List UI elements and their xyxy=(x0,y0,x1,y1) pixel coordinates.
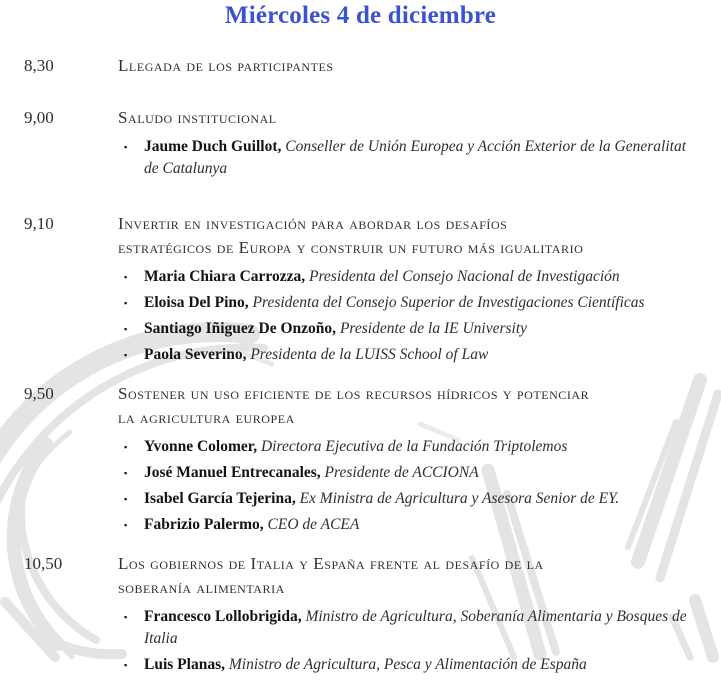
session-body xyxy=(118,212,703,370)
speaker-text xyxy=(144,606,703,650)
speaker-item xyxy=(118,344,703,366)
session-body xyxy=(118,382,703,540)
schedule xyxy=(24,54,713,692)
speaker-item xyxy=(118,654,703,676)
speaker-name: Isabel García Tejerina, xyxy=(144,490,296,507)
session-body xyxy=(118,552,703,680)
bullet-icon: ▪ xyxy=(124,442,128,452)
speaker-text xyxy=(144,462,703,484)
session-time: 9,50 xyxy=(24,384,54,403)
speaker-name: Luis Planas, xyxy=(144,656,225,673)
speaker-text xyxy=(144,292,703,314)
speaker-role: Presidente de ACCIONA xyxy=(320,464,479,481)
session-title: Los gobiernos de Italia y España frente al desafío de la soberanía alimentaria xyxy=(118,554,544,597)
bullet-icon: ▪ xyxy=(124,324,128,334)
session-time: 9,10 xyxy=(24,214,54,233)
speaker-name: Fabrizio Palermo, xyxy=(144,516,264,533)
speaker-name: Maria Chiara Carrozza, xyxy=(144,268,306,285)
session-body xyxy=(118,106,703,184)
speaker-role: Presidenta del Consejo Superior de Investigaciones Científicas xyxy=(248,294,645,311)
speaker-role: Ex Ministra de Agricultura y Asesora Senior de EY. xyxy=(295,490,620,507)
session-time: 8,30 xyxy=(24,56,54,75)
speaker-role: Presidenta de la LUISS School of Law xyxy=(246,346,489,363)
session-title: Invertir en investigación para abordar los desafíos estratégicos de Europa y construir un futuro más igualitario xyxy=(118,214,584,257)
speaker-role: Ministro de Agricultura, Pesca y Alimentación de España xyxy=(224,656,587,673)
bullet-icon: ▪ xyxy=(124,298,128,308)
speaker-text xyxy=(144,514,703,536)
speaker-text xyxy=(144,654,703,676)
session-row xyxy=(24,212,713,370)
speaker-role: Presidente de la IE University xyxy=(336,320,528,337)
speaker-list xyxy=(118,136,703,180)
speaker-item xyxy=(118,462,703,484)
bullet-icon: ▪ xyxy=(124,468,128,478)
bullet-icon: ▪ xyxy=(124,272,128,282)
session-row xyxy=(24,54,713,78)
speaker-name: Francesco Lollobrigida, xyxy=(144,608,302,625)
session-title: Saludo institucional xyxy=(118,108,277,127)
speaker-list xyxy=(118,436,703,536)
speaker-role: Directora Ejecutiva de la Fundación Triptolemos xyxy=(257,438,568,455)
speaker-text xyxy=(144,318,703,340)
speaker-item xyxy=(118,136,703,180)
speaker-item xyxy=(118,318,703,340)
speaker-text xyxy=(144,344,703,366)
speaker-item xyxy=(118,488,703,510)
bullet-icon: ▪ xyxy=(124,660,128,670)
agenda-content xyxy=(0,2,721,673)
bullet-icon: ▪ xyxy=(124,142,128,152)
speaker-list xyxy=(118,606,703,676)
bullet-icon: ▪ xyxy=(124,612,128,622)
speaker-role: Presidenta del Consejo Nacional de Investigación xyxy=(305,268,620,285)
speaker-item xyxy=(118,606,703,650)
speaker-role: Ministro de Agricultura, Soberanía Alimentaria y Bosques de Italia xyxy=(144,608,687,647)
speaker-text xyxy=(144,266,703,288)
session-row xyxy=(24,382,713,540)
speaker-list xyxy=(118,266,703,366)
agenda-page xyxy=(0,2,721,673)
speaker-name: Paola Severino, xyxy=(144,346,247,363)
bullet-icon: ▪ xyxy=(124,350,128,360)
speaker-text xyxy=(144,136,703,180)
speaker-text xyxy=(144,436,703,458)
session-row xyxy=(24,106,713,184)
speaker-name: Yvonne Colomer, xyxy=(144,438,258,455)
speaker-item xyxy=(118,436,703,458)
speaker-text xyxy=(144,488,703,510)
speaker-item xyxy=(118,292,703,314)
session-time: 10,50 xyxy=(24,554,63,573)
bullet-icon: ▪ xyxy=(124,520,128,530)
speaker-name: José Manuel Entrecanales, xyxy=(144,464,321,481)
session-title: Sostener un uso eficiente de los recursos hídricos y potenciar la agricultura europea xyxy=(118,384,590,427)
session-title: Llegada de los participantes xyxy=(118,56,334,75)
session-row xyxy=(24,552,713,680)
speaker-name: Jaume Duch Guillot, xyxy=(144,138,282,155)
speaker-item xyxy=(118,514,703,536)
speaker-name: Santiago Iñiguez De Onzoño, xyxy=(144,320,337,337)
session-body xyxy=(118,54,703,78)
speaker-name: Eloisa Del Pino, xyxy=(144,294,249,311)
speaker-role: CEO de ACEA xyxy=(263,516,360,533)
speaker-item xyxy=(118,266,703,288)
session-time: 9,00 xyxy=(24,108,54,127)
speaker-role: Conseller de Unión Europea y Acción Exterior de la Generalitat de Catalunya xyxy=(144,138,687,177)
page-title: Miércoles 4 de diciembre xyxy=(224,2,497,29)
bullet-icon: ▪ xyxy=(124,494,128,504)
